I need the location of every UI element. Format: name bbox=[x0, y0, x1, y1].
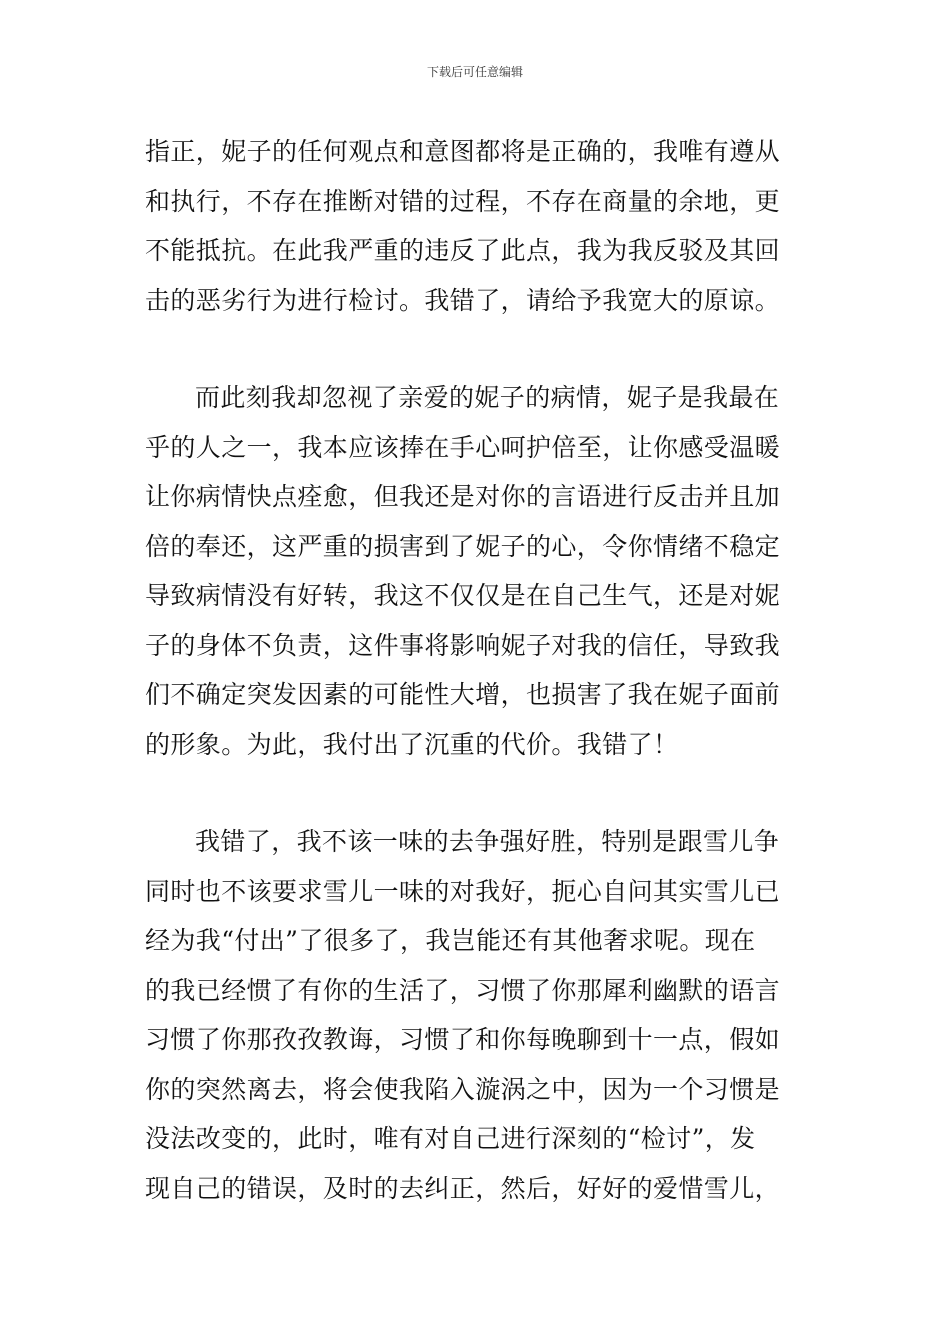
text-line: 经为我“付出”了很多了，我岂能还有其他奢求呢。现在 bbox=[145, 926, 756, 955]
page-header: 下载后可任意编辑 bbox=[426, 65, 523, 79]
text-line: 我错了，我不该一味的去争强好胜，特别是跟雪儿争 bbox=[195, 827, 780, 856]
text-line: 和执行，不存在推断对错的过程，不存在商量的余地，更 bbox=[145, 186, 781, 216]
text-line: 指正，妮子的任何观点和意图都将是正确的，我唯有遵从 bbox=[145, 137, 781, 166]
paragraph-1 bbox=[145, 127, 809, 325]
paragraph-3 bbox=[145, 817, 809, 1213]
paragraph-gap bbox=[145, 325, 809, 373]
text-line: 现自己的错误，及时的去纠正，然后，好好的爱惜雪儿， bbox=[145, 1173, 781, 1203]
text-line: 倍的奉还，这严重的损害到了妮子的心，令你情绪不稳定 bbox=[145, 531, 781, 561]
text-line: 而此刻我却忽视了亲爱的妮子的病情，妮子是我最在 bbox=[195, 383, 780, 412]
text-line: 让你病情快点痊愈，但我还是对你的言语进行反击并且加 bbox=[145, 482, 781, 511]
text-line: 导致病情没有好转，我这不仅仅是在自己生气，还是对妮 bbox=[145, 581, 781, 610]
text-line: 击的恶劣行为进行检讨。我错了，请给予我宽大的原谅。 bbox=[145, 285, 781, 315]
text-line: 子的身体不负责，这件事将影响妮子对我的信任，导致我 bbox=[145, 630, 781, 660]
text-line: 同时也不该要求雪儿一味的对我好，扼心自问其实雪儿已 bbox=[145, 876, 781, 906]
paragraph-gap bbox=[145, 769, 809, 817]
paragraph-2 bbox=[145, 373, 809, 769]
text-line: 没法改变的，此时，唯有对自己进行深刻的“检讨”，发 bbox=[145, 1124, 756, 1153]
text-line: 习惯了你那孜孜教诲，习惯了和你每晚聊到十一点，假如 bbox=[145, 1025, 781, 1054]
text-line: 们不确定突发因素的可能性大增，也损害了我在妮子面前 bbox=[145, 680, 781, 709]
text-line: 的我已经惯了有你的生活了，习惯了你那犀利幽默的语言 bbox=[145, 975, 781, 1005]
text-line: 你的突然离去，将会使我陷入漩涡之中，因为一个习惯是 bbox=[145, 1074, 781, 1104]
document-body bbox=[145, 127, 809, 1213]
text-line: 不能抵抗。在此我严重的违反了此点，我为我反驳及其回 bbox=[145, 236, 781, 265]
text-line: 乎的人之一，我本应该捧在手心呵护倍至，让你感受温暖 bbox=[145, 432, 781, 462]
text-line: 的形象。为此，我付出了沉重的代价。我错了！ bbox=[145, 729, 679, 759]
